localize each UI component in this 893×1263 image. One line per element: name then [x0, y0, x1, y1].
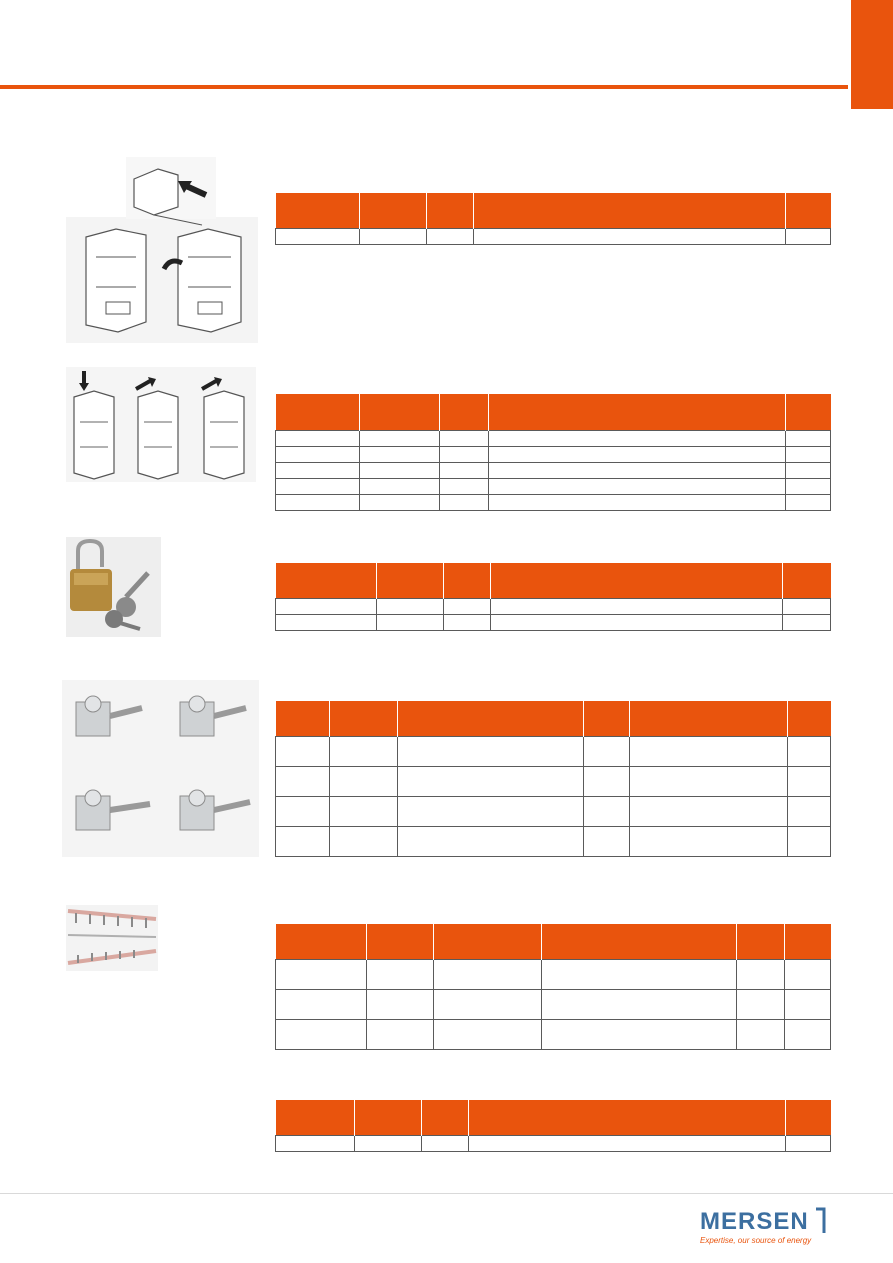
spec-table-3 [275, 563, 831, 631]
header-cell [276, 394, 360, 430]
header-cell [469, 1100, 786, 1135]
header-cell [276, 563, 377, 598]
header-cell [440, 394, 489, 430]
spec-table-1 [275, 193, 831, 245]
header-cell [360, 193, 427, 228]
spec-table-4 [275, 701, 831, 857]
footer-rule [0, 1193, 893, 1194]
table-row [276, 614, 831, 630]
header-cell [422, 1100, 469, 1135]
header-cell [276, 701, 330, 736]
logo-wordmark: MERSEN [700, 1208, 809, 1235]
table-row [276, 446, 831, 462]
fuse-carrier-assembly-illustration [66, 157, 258, 343]
header-cell [367, 924, 434, 959]
header-cell [788, 701, 831, 736]
table-row [276, 228, 831, 244]
header-cell [434, 924, 542, 959]
header-cell [542, 924, 737, 959]
table-row [276, 989, 831, 1019]
header-cell [427, 193, 474, 228]
header-cell [737, 924, 785, 959]
table-row [276, 478, 831, 494]
table-row [276, 736, 831, 766]
header-cell [377, 563, 444, 598]
spec-table-5 [275, 924, 831, 1050]
header-cell [786, 193, 831, 228]
table-row [276, 796, 831, 826]
header-cell [276, 924, 367, 959]
header-cell [355, 1100, 422, 1135]
busbar-combs-photo [66, 905, 158, 971]
table-row [276, 430, 831, 446]
header-cell [584, 701, 630, 736]
header-cell [360, 394, 440, 430]
section-tab [851, 0, 893, 109]
table-row [276, 598, 831, 614]
terminal-clamps-photo [62, 680, 259, 857]
header-cell [398, 701, 584, 736]
header-cell [474, 193, 786, 228]
table-row [276, 1135, 831, 1151]
header-cell [783, 563, 831, 598]
spec-table-2 [275, 394, 831, 511]
fuse-carrier-operation-illustration [66, 367, 256, 482]
table-row [276, 959, 831, 989]
spec-table-6 [275, 1100, 831, 1152]
header-cell [276, 193, 360, 228]
header-cell [444, 563, 491, 598]
header-cell [630, 701, 788, 736]
header-cell [330, 701, 398, 736]
header-cell [491, 563, 783, 598]
table-row [276, 494, 831, 510]
header-rule [0, 85, 848, 89]
header-cell [489, 394, 786, 430]
header-cell [786, 1100, 831, 1135]
mersen-logo [698, 1205, 833, 1247]
padlock-with-keys-photo [66, 537, 161, 637]
table-row [276, 1019, 831, 1049]
logo-tagline: Expertise, our source of energy [700, 1236, 812, 1245]
header-cell [786, 394, 831, 430]
table-row [276, 462, 831, 478]
table-row [276, 826, 831, 856]
header-cell [276, 1100, 355, 1135]
header-cell [785, 924, 831, 959]
table-row [276, 766, 831, 796]
